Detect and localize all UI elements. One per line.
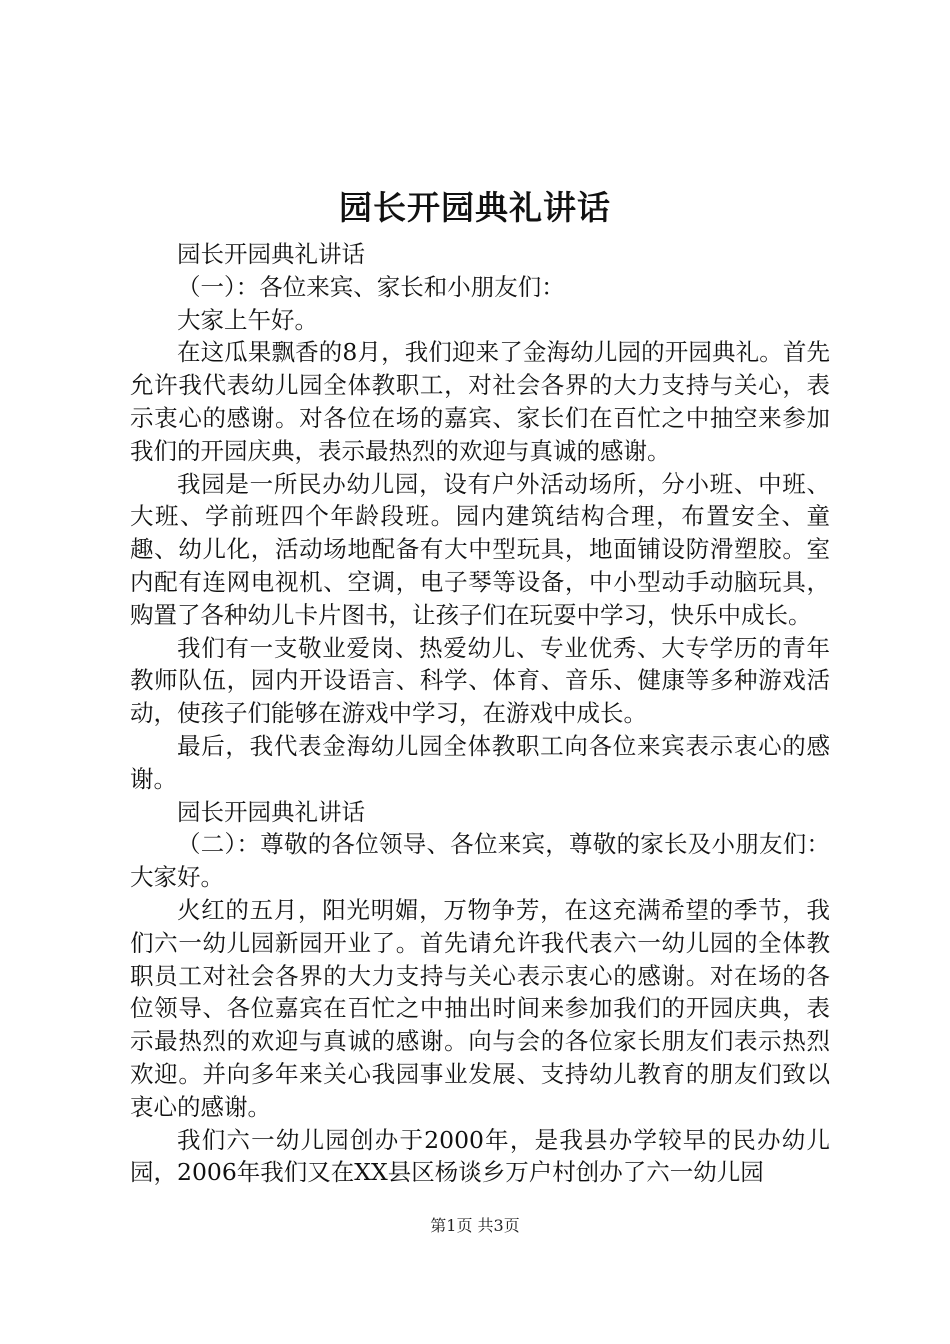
- paragraph-opening-2: 火红的五月，阳光明媚，万物争芳，在这充满希望的季节，我们六一幼儿园新园开业了。首先请允许我代表六一幼儿园的全体教职员工对社会各界的大力支持与关心表示衷心的感谢。对在场的各位领导、各位嘉宾在百忙之中抽出时间来参加我们的开园庆典，表示最热烈的欢迎与真诚的感谢。向与会的各位家长朋友们表示热烈欢迎。并向多年来关心我园事业发展、支持幼儿教育的朋友们致以衷心的感谢。: [130, 895, 830, 1121]
- paragraph-history: 我们六一幼儿园创办于2000年，是我县办学较早的民办幼儿园，2006年我们又在XX县区杨谈乡万户村创办了六一幼儿园: [130, 1125, 830, 1187]
- paragraph-opening-1: 在这瓜果飘香的8月，我们迎来了金海幼儿园的开园典礼。首先允许我代表幼儿园全体教职工，对社会各界的大力支持与关心，表示衷心的感谢。对各位在场的嘉宾、家长们在百忙之中抽空来参加我们的开园庆典，表示最热烈的欢迎与真诚的感谢。: [130, 338, 830, 465]
- page-number: 第1页 共3页: [430, 1216, 520, 1235]
- paragraph-facilities: 我园是一所民办幼儿园，设有户外活动场所，分小班、中班、大班、学前班四个年龄段班。园内建筑结构合理，布置安全、童趣、幼儿化，活动场地配备有大中型玩具，地面铺设防滑塑胶。室内配有连网电视机、空调，电子琴等设备，中小型动手动脑玩具，购置了各种幼儿卡片图书，让孩子们在玩耍中学习，快乐中成长。: [130, 469, 830, 629]
- paragraph-closing-1: 最后，我代表金海幼儿园全体教职工向各位来宾表示衷心的感谢。: [130, 731, 830, 793]
- salutation-1: （一）：各位来宾、家长和小朋友们：: [177, 272, 565, 301]
- paragraph-teachers: 我们有一支敬业爱岗、热爱幼儿、专业优秀、大专学历的青年教师队伍，园内开设语言、科学、体育、音乐、健康等多种游戏活动，使孩子们能够在游戏中学习，在游戏中成长。: [130, 633, 830, 728]
- section-heading-2: 园长开园典礼讲话: [177, 797, 365, 826]
- greeting-1: 大家上午好。: [177, 305, 318, 334]
- document-body: [130, 238, 830, 1189]
- section-heading-1: 园长开园典礼讲话: [177, 240, 365, 268]
- salutation-2: （二）：尊敬的各位领导、各位来宾，尊敬的家长及小朋友们：大家好。: [130, 830, 830, 892]
- document-title: 园长开园典礼讲话: [339, 188, 611, 227]
